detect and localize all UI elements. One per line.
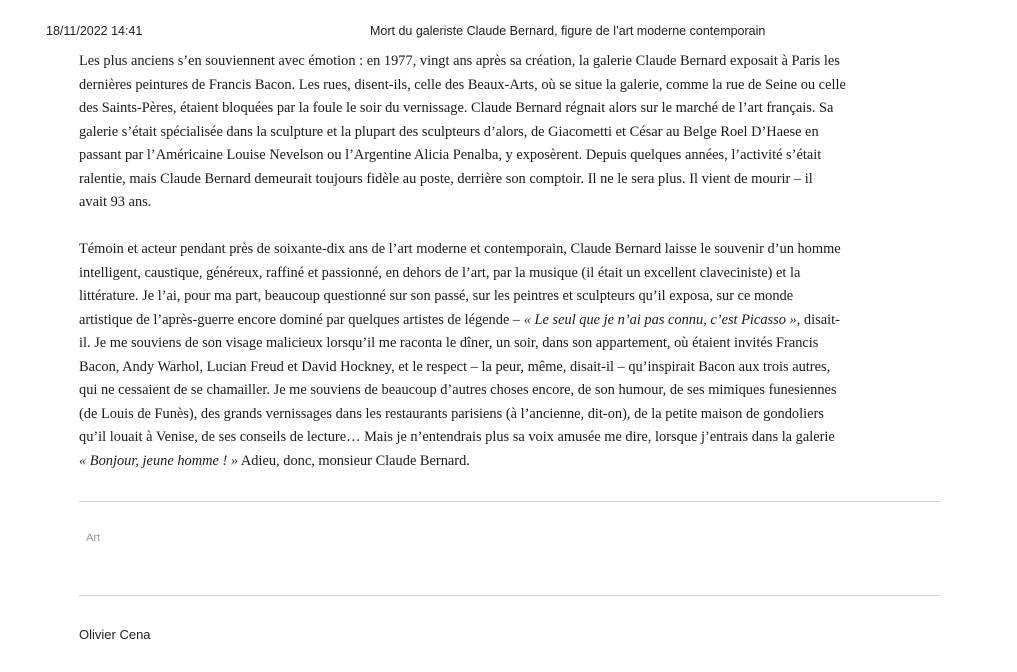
print-header [0, 24, 1017, 42]
paragraph-line: ralentie, mais Claude Bernard demeurait toujours fidèle au poste, derrière son comptoir. Il ne le sera plus. Il vient de mourir – il [79, 170, 813, 187]
print-date: 18/11/2022 14:41 [46, 24, 143, 38]
paragraph-line: intelligent, caustique, généreux, raffiné et passionné, en dehors de l’art, par la musique (il était un excellent claveciniste) et la [79, 264, 801, 281]
page-title: Mort du galeriste Claude Bernard, figure de l’art moderne contemporain [370, 24, 766, 38]
paragraph-text: artistique de l’après-guerre encore dominé par quelques artistes de légende – [79, 311, 524, 328]
paragraph-line: qui ne cessaient de se chamailler. Je me souviens de beaucoup d’autres choses encore, de son humour, de ses mimiques funesiennes [79, 382, 837, 398]
picasso-quote: « Le seul que je n’ai pas connu, c’est Picasso » [523, 311, 797, 328]
paragraph-line: qu’il louait à Venise, de ses conseils de lecture… Mais je n’entendrais plus sa voix amusée me dire, lorsque j’entrais dans la galerie [79, 429, 835, 445]
paragraph-line: passant par l’Américaine Louise Nevelson ou l’Argentine Alicia Penalba, y exposèrent. Depuis quelques années, l’activité s’était [79, 147, 822, 163]
bonjour-quote: « Bonjour, jeune homme ! » [79, 452, 239, 469]
paragraph-text: Adieu, donc, monsieur Claude Bernard. [238, 452, 470, 469]
paragraph-line: il. Je me souviens de son visage malicieux lorsqu’il me raconta le dîner, un soir, dans son appartement, où étaient invités Francis [79, 335, 819, 351]
paragraph-line: littérature. Je l’ai, pour ma part, beaucoup questionné sur son passé, sur les peintres et sculpteurs qu’il exposa, sur ce monde [79, 288, 794, 304]
article-paragraph-1 [79, 50, 941, 215]
divider [79, 501, 940, 502]
paragraph-line: Témoin et acteur pendant près de soixante-dix ans de l’art moderne et contemporain, Claude Bernard laisse le souvenir d’un homme [79, 241, 841, 257]
paragraph-line [79, 450, 941, 474]
tag-link[interactable]: Art [86, 532, 101, 544]
paragraph-line: Les plus anciens s’en souviennent avec émotion : en 1977, vingt ans après sa création, la galerie Claude Bernard exposait à Paris les [79, 53, 840, 69]
paragraph-line: dernières peintures de Francis Bacon. Les rues, disent-ils, celle des Beaux-Arts, où se situe la galerie, comme la rue de Seine ou celle [79, 76, 846, 93]
paragraph-line: avait 93 ans. [79, 194, 152, 210]
article-paragraph-2 [79, 238, 941, 473]
paragraph-text: , disait- [796, 311, 840, 328]
divider [79, 595, 940, 596]
author-name: Olivier Cena [79, 627, 151, 642]
paragraph-line: Bacon, Andy Warhol, Lucian Freud et David Hockney, et le respect – la peur, même, disait-il – qu’inspirait Bacon aux trois autres, [79, 358, 831, 375]
paragraph-line: des Saints-Pères, étaient bloquées par la foule le soir du vernissage. Claude Bernard régnait alors sur le marché de l’art français. Sa [79, 100, 834, 116]
paragraph-line [79, 309, 941, 333]
paragraph-line: galerie s’était spécialisée dans la sculpture et la plupart des sculpteurs d’alors, de Giacometti et César au Belge Roel D’Haese en [79, 123, 819, 140]
paragraph-line: (de Louis de Funès), des grands vernissages dans les restaurants parisiens (à l’ancienne, dit-on), de la petite maison de gondoliers [79, 405, 824, 422]
article-body [79, 50, 941, 473]
